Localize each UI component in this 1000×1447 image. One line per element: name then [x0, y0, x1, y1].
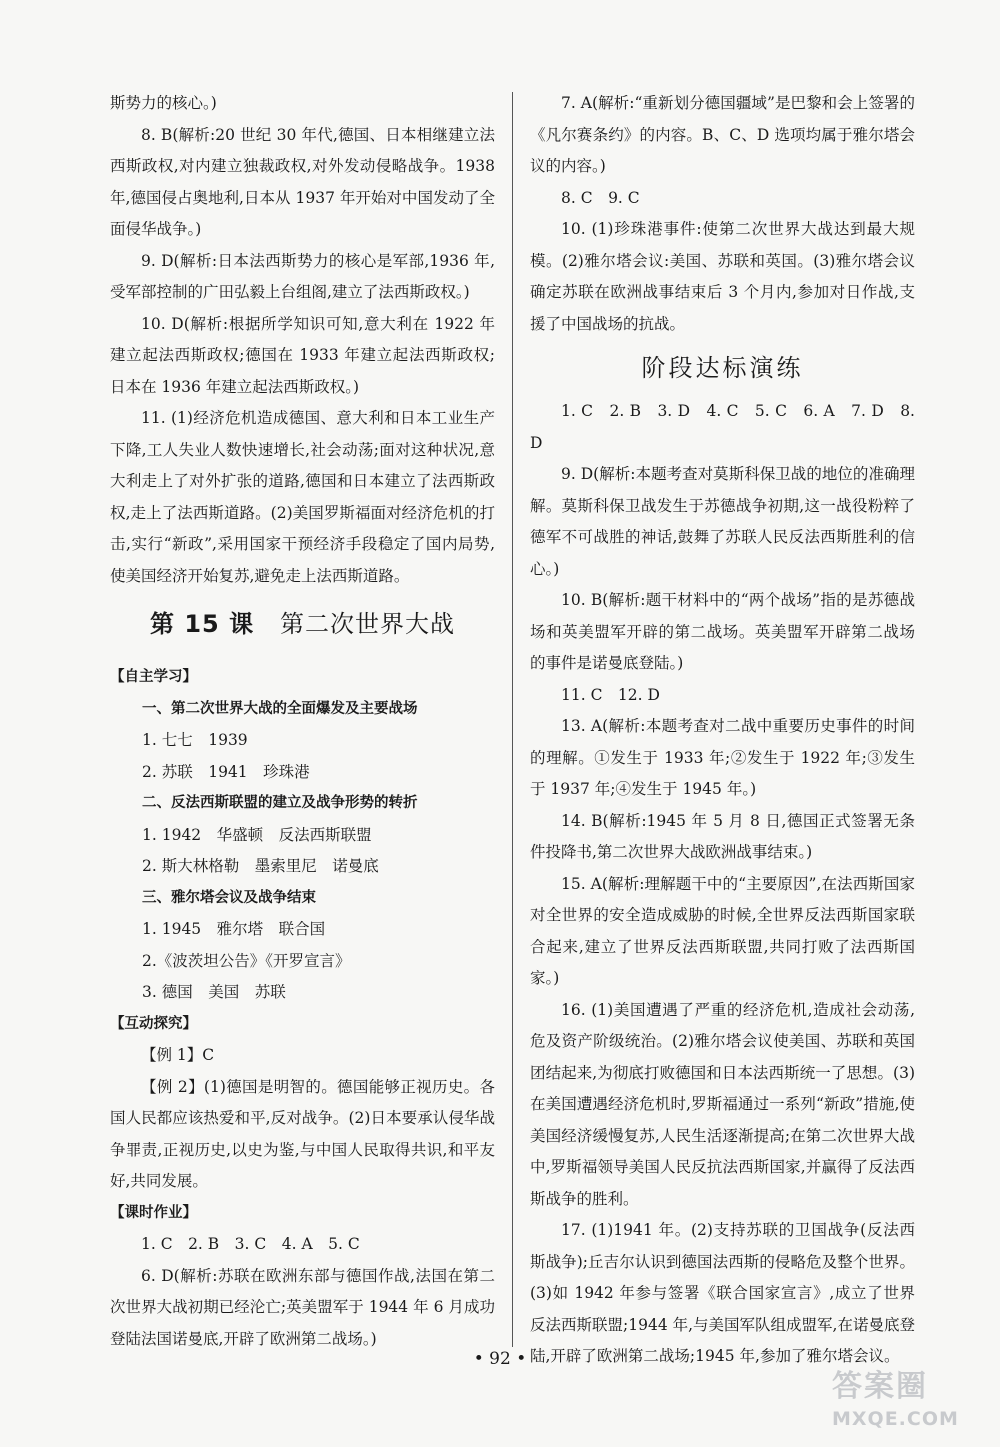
stage-answer-16: 16. (1)美国遭遇了严重的经济危机,造成社会动荡,危及资产阶级统治。(2)雅尔塔会议使美国、苏联和英国团结起来,为彻底打败德国和日本法西斯统一了思想。(3)在美国遭遇经济危机时,罗斯福通过一系列“新政”措施,使美国经济缓慢复苏,人民生活逐渐提高;在第二次世界大战中,罗斯福领导美国人民反抗法西斯国家,并赢得了反法西斯战争的胜利。 [530, 1000, 915, 1208]
stage-answer-17: 17. (1)1941 年。(2)支持苏联的卫国战争(反法西斯战争);丘吉尔认识到德国法西斯的侵略危及整个世界。(3)如 1942 年参与签署《联合国家宣言》,成立了世界反法西斯联盟;1944 年,与美国军队组成盟军,在诺曼底登陆,开辟了欧洲第二战场;1945 年,参加了雅尔塔会议。 [530, 1221, 915, 1365]
watermark-logo [832, 1368, 982, 1440]
stage-answer-13: 13. A(解析:本题考查对二战中重要历史事件的时间的理解。①发生于 1933 年;②发生于 1922 年;③发生于 1937 年;④发生于 1945 年。) [530, 717, 915, 798]
section-heading-hudong: 【互动探究】 [110, 1015, 197, 1032]
stage-answer-9: 9. D(解析:本题考查对莫斯科保卫战的地位的准确理解。莫斯科保卫战发生于苏德战争初期,这一战役粉粹了德军不可战胜的神话,鼓舞了苏联人民反法西斯胜利的信心。) [530, 465, 915, 578]
fill-1-1: 1. 七七 1939 [142, 731, 248, 749]
section-heading-zizhu: 【自主学习】 [110, 669, 197, 685]
watermark-text: 答案圈 [832, 1369, 928, 1404]
answer-continuation: 斯势力的核心。) [110, 94, 217, 112]
answer-7: 7. A(解析:“重新划分德国疆域”是巴黎和会上签署的《凡尔赛条约》的内容。B、C、D 选项均属于雅尔塔会议的内容。) [530, 94, 915, 175]
left-column [110, 88, 495, 1355]
answer-10-right: 10. (1)珍珠港事件:使第二次世界大战达到最大规模。(2)雅尔塔会议:美国、苏联和英国。(3)雅尔塔会议确定苏联在欧洲战事结束后 3 个月内,参加对日作战,支援了中国战场的抗战。 [530, 220, 915, 333]
stage-answer-10: 10. B(解析:题干材料中的“两个战场”指的是苏德战场和英美盟军开辟的第二战场。英美盟军开辟第二战场的事件是诺曼底登陆。) [530, 591, 915, 672]
fill-3-1: 1. 1945 雅尔塔 联合国 [142, 920, 326, 938]
right-column [530, 88, 915, 1373]
subheading-3: 三、雅尔塔会议及战争结束 [142, 889, 316, 906]
answer-10: 10. D(解析:根据所学知识可知,意大利在 1922 年建立起法西斯政权;德国在 1933 年建立起法西斯政权;日本在 1936 年建立起法西斯政权。) [110, 314, 495, 396]
section-heading-keshi: 【课时作业】 [110, 1204, 197, 1221]
stage-answers-11-12: 11. C 12. D [561, 685, 660, 704]
watermark-url: MXQE.COM [832, 1408, 959, 1430]
stage-answers-1-8: 1. C 2. B 3. D 4. C 5. C 6. A 7. D 8. D [530, 402, 915, 452]
fill-2-2: 2. 斯大林格勒 墨索里尼 诺曼底 [142, 857, 379, 875]
homework-1-5: 1. C 2. B 3. C 4. A 5. C [141, 1235, 360, 1253]
stage-answer-14: 14. B(解析:1945 年 5 月 8 日,德国正式签署无条件投降书,第二次世界大战欧洲战事结束。) [530, 811, 915, 861]
column-divider [512, 92, 513, 1347]
page-number: • 92 • [473, 1349, 527, 1369]
answer-8-9: 8. C 9. C [561, 188, 640, 207]
lesson-name: 第二次世界大战 [280, 610, 455, 638]
fill-3-2: 2.《波茨坦公告》《开罗宣言》 [142, 951, 351, 970]
homework-6: 6. D(解析:苏联在欧洲东部与德国作战,法国在第二次世界大战初期已经沦亡;英美盟军于 1944 年 6 月成功登陆法国诺曼底,开辟了欧洲第二战场。) [110, 1266, 495, 1348]
answer-11: 11. (1)经济危机造成德国、意大利和日本工业生产下降,工人失业人数快速增长,社会动荡;面对这种状况,意大利走上了对外扩张的道路,德国和日本建立了法西斯政权,走上了法西斯道路。(2)美国罗斯福面对经济危机的打击,实行“新政”,采用国家干预经济手段稳定了国内局势,使美国经济开始复苏,避免走上法西斯道路。 [110, 409, 495, 585]
lesson-number: 第 15 课 [150, 610, 255, 638]
answer-8: 8. B(解析:20 世纪 30 年代,德国、日本相继建立法西斯政权,对内建立独裁政权,对外发动侵略战争。1938 年,德国侵占奥地利,日本从 1937 年开始对中国发动了全面侵华战争。) [110, 125, 495, 238]
subheading-2: 二、反法西斯联盟的建立及战争形势的转折 [142, 795, 418, 811]
answer-9: 9. D(解析:日本法西斯势力的核心是军部,1936 年,受军部控制的广田弘毅上台组阁,建立了法西斯政权。) [110, 251, 495, 301]
example-2: 【例 2】(1)德国是明智的。德国能够正视历史。各国人民都应该热爱和平,反对战争。(2)日本要承认侵华战争罪责,正视历史,以史为鉴,与中国人民取得共识,和平友好,共同发展。 [110, 1077, 495, 1190]
fill-3-3: 3. 德国 美国 苏联 [142, 983, 286, 1001]
stage-answer-15: 15. A(解析:理解题干中的“主要原因”,在法西斯国家对全世界的安全造成威胁的时候,全世界反法西斯国家联合起来,建立了世界反法西斯联盟,共同打败了法西斯国家。) [530, 874, 915, 987]
example-1: 【例 1】C [141, 1046, 215, 1064]
fill-2-1: 1. 1942 华盛顿 反法西斯联盟 [142, 825, 372, 844]
subheading-1: 一、第二次世界大战的全面爆发及主要战场 [142, 700, 418, 717]
stage-title: 阶段达标演练 [641, 354, 804, 382]
fill-1-2: 2. 苏联 1941 珍珠港 [142, 762, 310, 781]
lesson-title [110, 604, 495, 644]
